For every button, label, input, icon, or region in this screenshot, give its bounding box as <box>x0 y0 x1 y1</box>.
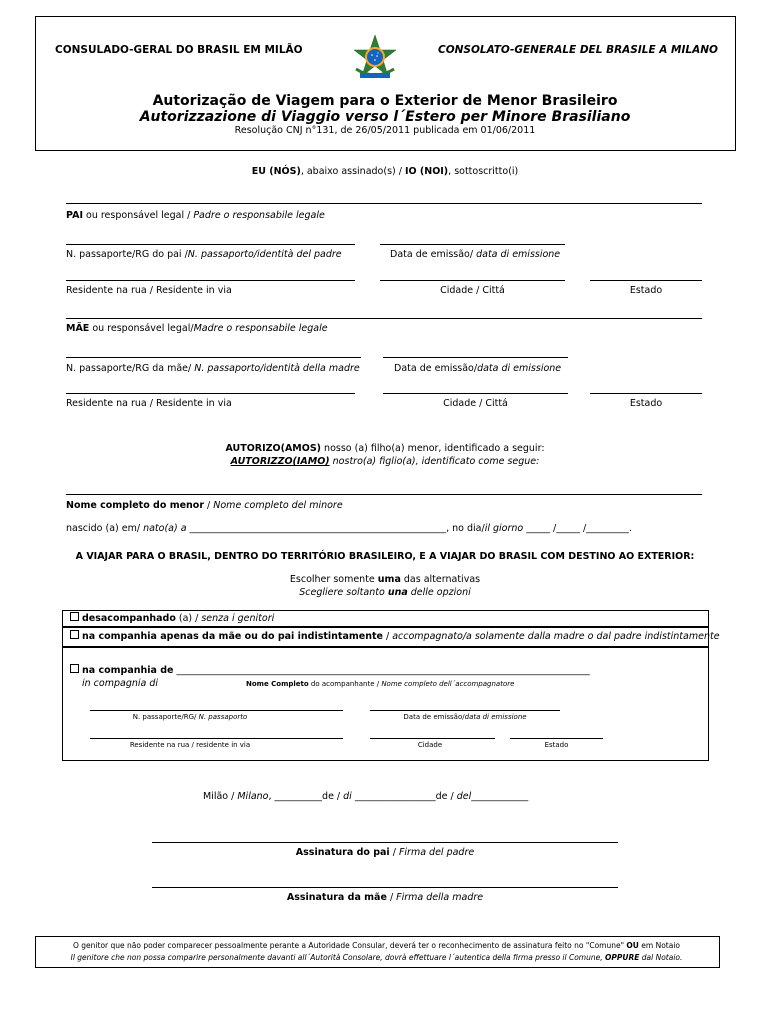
choose-pt: Escolher somente uma das alternativas <box>289 574 481 585</box>
checkbox-companion-icon[interactable] <box>70 664 79 673</box>
resolution-line: Resolução CNJ n°131, de 26/05/2011 publicada em 01/06/2011 <box>234 125 536 136</box>
father-emission-line[interactable] <box>380 244 565 245</box>
father-label: PAI ou responsável legal / Padre o responsabile legale <box>66 210 325 221</box>
minor-birth-line[interactable]: nascido (a) em/ nato(a) a ______________________________________________________, no dia/il giorno _____ /_____ /_________. <box>66 523 632 534</box>
header-left: CONSULADO-GERAL DO BRASIL EM MILÃO <box>55 44 303 56</box>
father-address-label: Residente na rua / Residente in via <box>66 285 232 296</box>
companion-city-line[interactable] <box>370 738 495 739</box>
footer-line-it: Il genitore che non possa comparire personalmente davanti all´Autorità Consolare, dovrà effettuare l´autentica della firma presso il Comune, OPPURE dal Notaio. <box>70 953 683 962</box>
father-address-line[interactable] <box>66 280 355 281</box>
minor-label: Nome completo do menor / Nome completo del minore <box>66 500 343 511</box>
father-city-label: Cidade / Cittá <box>440 285 505 296</box>
option-one-parent[interactable]: na companhia apenas da mãe ou do pai indistintamente / accompagnato/a solamente dalla madre o dal padre indistintamente <box>70 630 720 642</box>
mother-emission-label: Data de emissão/data di emissione <box>394 363 562 374</box>
option-unaccompanied[interactable]: desacompanhado (a) / senza i genitori <box>70 612 274 624</box>
checkbox-one-parent-icon[interactable] <box>70 630 79 639</box>
father-emission-label: Data de emissão/ data di emissione <box>390 249 561 260</box>
mother-signature-label: Assinatura da mãe / Firma della madre <box>286 892 484 903</box>
authorize-pt: AUTORIZO(AMOS) nosso (a) filho(a) menor, identificado a seguir: <box>225 443 545 454</box>
mother-passport-label: N. passaporte/RG da mãe/ N. passaporto/identità della madre <box>66 363 360 374</box>
brazil-coat-of-arms-icon <box>350 33 400 83</box>
mother-address-label: Residente na rua / Residente in via <box>66 398 232 409</box>
title-italian: Autorizzazione di Viaggio verso l´Estero per Minore Brasiliano <box>139 109 631 125</box>
companion-state-label: Estado <box>544 741 569 749</box>
father-passport-line[interactable] <box>66 244 355 245</box>
father-passport-label: N. passaporte/RG do pai /N. passaporto/identità del padre <box>66 249 342 260</box>
header-right: CONSOLATO-GENERALE DEL BRASILE A MILANO <box>438 44 718 56</box>
minor-name-line[interactable] <box>66 494 702 495</box>
mother-emission-line[interactable] <box>383 357 568 358</box>
mother-city-line[interactable] <box>383 393 568 394</box>
title-portuguese: Autorização de Viagem para o Exterior de Menor Brasileiro <box>152 93 618 109</box>
footer-line-pt: O genitor que não poder comparecer pessoalmente perante a Autoridade Consular, deverá ter o reconhecimento de assinatura feito no "Comune" OU em Notaio <box>73 941 680 950</box>
mother-passport-line[interactable] <box>66 357 361 358</box>
option-companion[interactable]: na companhia de _______________________________________________________________________________________ <box>70 664 590 676</box>
companion-city-label: Cidade <box>417 741 443 749</box>
father-signature-label: Assinatura do pai / Firma del padre <box>295 847 475 858</box>
companion-state-line[interactable] <box>510 738 603 739</box>
companion-passport-label: N. passaporte/RG/ N. passaporto <box>132 713 248 721</box>
authorize-it: AUTORIZZO(IAMO) nostro(a) figlio(a), identificato come segue: <box>230 456 540 467</box>
mother-signature-line[interactable] <box>152 887 618 888</box>
companion-name-label: Nome Completo do acompanhante / Nome completo dell´accompagnatore <box>246 680 515 688</box>
companion-passport-line[interactable] <box>90 710 343 711</box>
father-name-line[interactable] <box>66 203 702 204</box>
companion-emission-label: Data de emissão/data di emissione <box>403 713 527 721</box>
choose-it: Scegliere soltanto una delle opzioni <box>299 587 471 598</box>
father-state-label: Estado <box>629 285 663 296</box>
father-signature-line[interactable] <box>152 842 618 843</box>
mother-state-label: Estado <box>629 398 663 409</box>
travel-statement: A VIAJAR PARA O BRASIL, DENTRO DO TERRITÓRIO BRASILEIRO, E A VIAJAR DO BRASIL COM DESTINO AO EXTERIOR: <box>75 551 695 562</box>
father-city-line[interactable] <box>380 280 565 281</box>
companion-address-label: Residente na rua / residente in via <box>129 741 251 749</box>
companion-address-line[interactable] <box>90 738 343 739</box>
option-companion-it: in compagnia di <box>82 678 159 689</box>
place-date-line[interactable]: Milão / Milano, __________de / di _________________de / del____________ <box>203 791 529 802</box>
checkbox-unaccompanied-icon[interactable] <box>70 612 79 621</box>
father-state-line[interactable] <box>590 280 702 281</box>
mother-state-line[interactable] <box>590 393 702 394</box>
mother-name-line[interactable] <box>66 318 702 319</box>
mother-label: MÃE ou responsável legal/Madre o responsabile legale <box>66 323 328 334</box>
mother-address-line[interactable] <box>66 393 355 394</box>
intro-line: EU (NÓS), abaixo assinado(s) / IO (NOI), sottoscritto(i) <box>251 166 519 177</box>
companion-emission-line[interactable] <box>370 710 560 711</box>
mother-city-label: Cidade / Cittá <box>443 398 508 409</box>
